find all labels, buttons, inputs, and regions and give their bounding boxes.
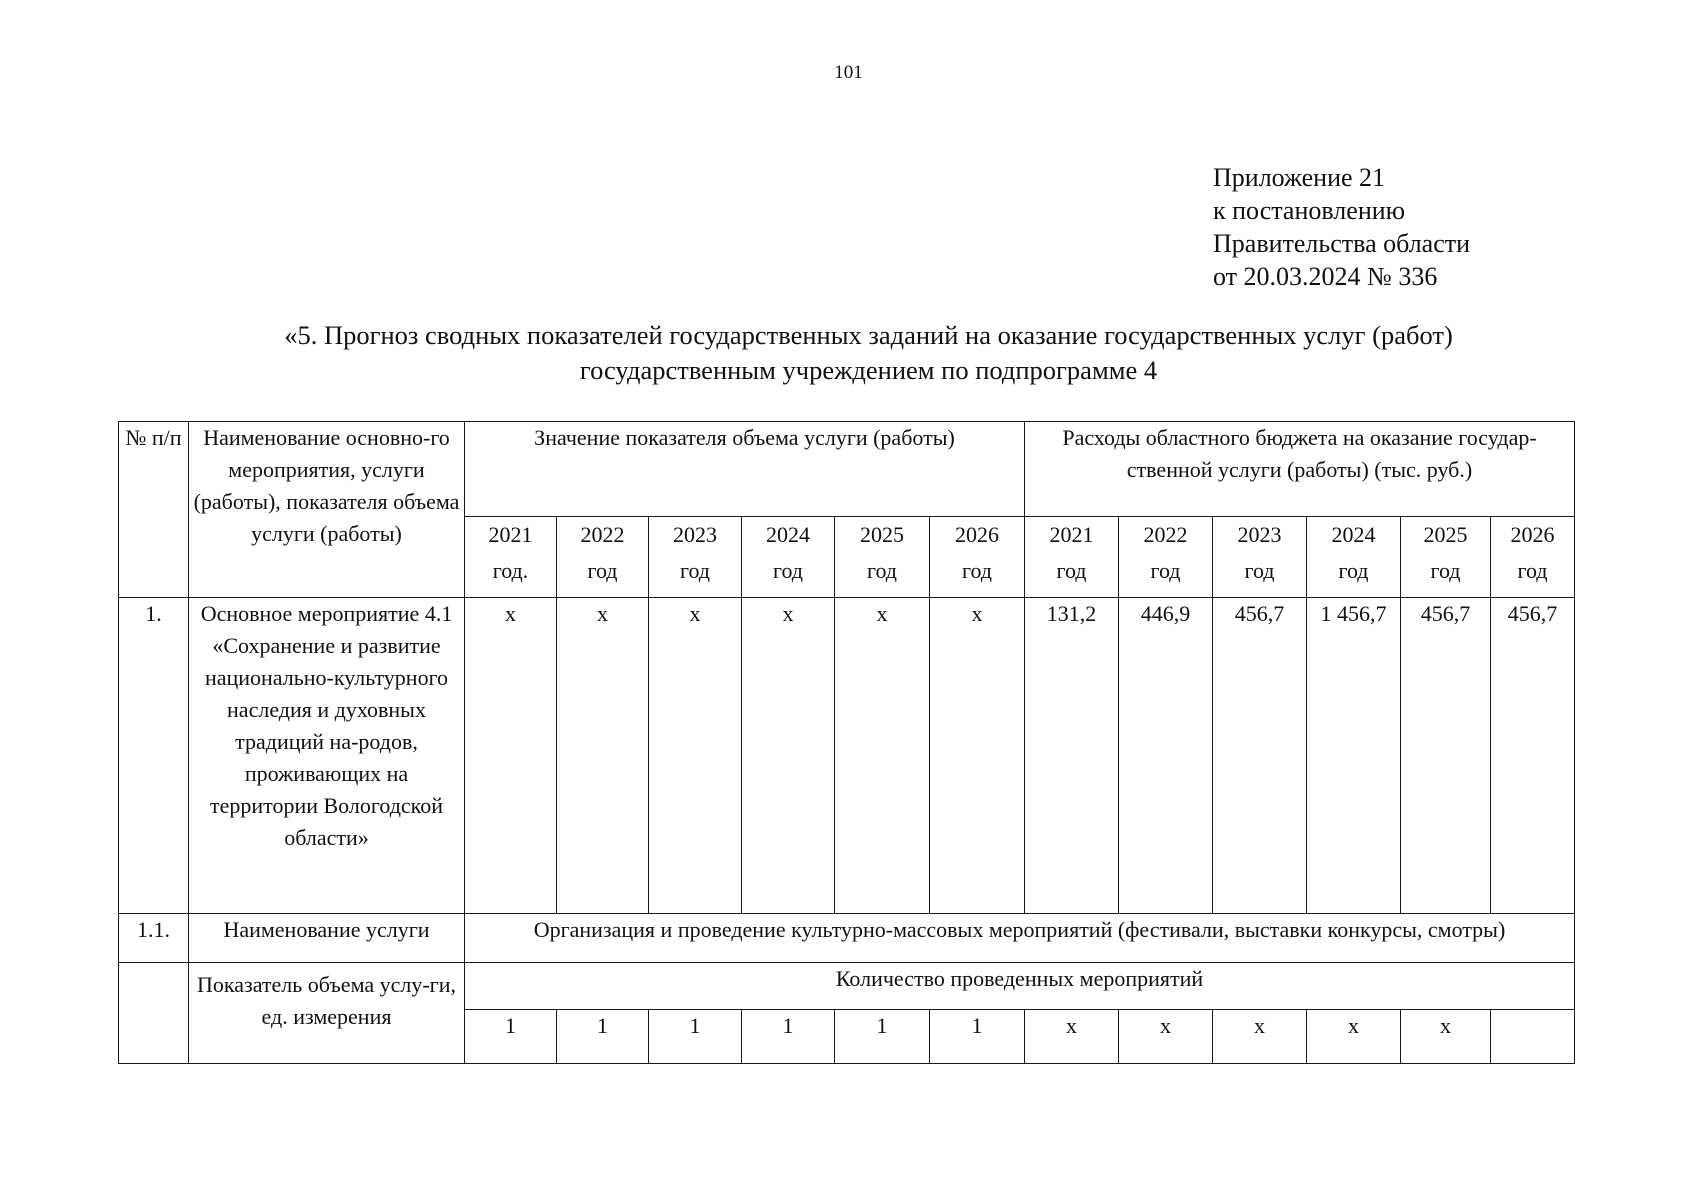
- row-num: 1.: [119, 598, 189, 914]
- header-volume-group: Значение показателя объема услуги (работы): [465, 422, 1025, 517]
- year-label: 2025: [860, 522, 904, 548]
- header-volume-year: [649, 517, 742, 598]
- header-volume-year: [835, 517, 930, 598]
- appendix-block: [1213, 161, 1470, 293]
- row-name: Наименование услуги: [189, 913, 465, 962]
- volume-cell: х: [557, 598, 649, 914]
- year-label: 2022: [1143, 522, 1188, 548]
- expense-cell: 456,7: [1213, 598, 1307, 914]
- volume-cell: х: [649, 598, 742, 914]
- expense-cell: х: [1401, 1010, 1491, 1064]
- volume-cell: х: [742, 598, 835, 914]
- year-label: 2021: [488, 522, 533, 548]
- header-num: № п/п: [119, 422, 189, 598]
- appendix-line: от 20.03.2024 № 336: [1213, 262, 1438, 291]
- year-label: 2023: [673, 522, 717, 548]
- year-unit: год: [679, 558, 711, 584]
- year-label: 2026: [955, 522, 999, 548]
- header-expense-year: [1401, 517, 1491, 598]
- service-name-value: Организация и проведение культурно-массовых мероприятий (фестивали, выставки конкурсы, смотры): [465, 913, 1575, 962]
- indicator-value: Количество проведенных мероприятий: [465, 963, 1575, 1010]
- year-label: 2024: [766, 522, 810, 548]
- header-row: [119, 422, 1575, 517]
- year-unit: год: [1244, 558, 1275, 584]
- row-num: 1.1.: [119, 913, 189, 962]
- appendix-line: Приложение 21: [1213, 163, 1386, 192]
- document-title: [170, 318, 1567, 388]
- year-unit: год: [1338, 558, 1369, 584]
- row-num: [119, 963, 189, 1064]
- volume-cell: 1: [742, 1010, 835, 1064]
- header-expense-year: [1307, 517, 1401, 598]
- volume-cell: 1: [930, 1010, 1025, 1064]
- title-line: государственным учреждением по подпрограмме 4: [579, 355, 1158, 385]
- header-volume-year: [930, 517, 1025, 598]
- expense-cell: х: [1213, 1010, 1307, 1064]
- year-label: 2021: [1049, 522, 1094, 548]
- expense-cell: х: [1025, 1010, 1119, 1064]
- year-unit: год: [587, 558, 618, 584]
- year-label: 2025: [1423, 522, 1468, 548]
- header-expense-year: [1213, 517, 1307, 598]
- header-volume-year: [742, 517, 835, 598]
- year-unit: год: [961, 558, 993, 584]
- expense-cell: 131,2: [1025, 598, 1119, 914]
- table-row: [119, 598, 1575, 914]
- year-label: 2024: [1331, 522, 1376, 548]
- header-expense-year: [1119, 517, 1213, 598]
- volume-cell: 1: [465, 1010, 557, 1064]
- volume-cell: х: [930, 598, 1025, 914]
- header-name: Наименование основно-го мероприятия, услуги (работы), показателя объема услуги (работы): [189, 422, 465, 598]
- expense-cell: 456,7: [1401, 598, 1491, 914]
- expense-cell: х: [1119, 1010, 1213, 1064]
- row-name: Основное мероприятие 4.1 «Сохранение и развитие национально-культурного наследия и духовных традиций на-родов, проживающих на территории Вологодской области»: [189, 598, 465, 914]
- title-line: «5. Прогноз сводных показателей государственных заданий на оказание государственных услуг (работ): [284, 320, 1453, 350]
- volume-cell: 1: [649, 1010, 742, 1064]
- appendix-line: Правительства области: [1213, 229, 1471, 258]
- year-label: 2026: [1510, 522, 1555, 548]
- volume-cell: 1: [557, 1010, 649, 1064]
- header-expense-group: Расходы областного бюджета на оказание государ-ственной услуги (работы) (тыс. руб.): [1025, 422, 1575, 517]
- page-number: 101: [834, 62, 863, 83]
- volume-cell: х: [835, 598, 930, 914]
- table-row: [119, 963, 1575, 1010]
- header-volume-year: [465, 517, 557, 598]
- expense-cell: х: [1307, 1010, 1401, 1064]
- year-label: 2023: [1237, 522, 1282, 548]
- forecast-table: [118, 421, 1575, 1064]
- year-unit: год: [1517, 558, 1548, 584]
- header-expense-year: [1025, 517, 1119, 598]
- table-row: [119, 913, 1575, 962]
- expense-cell: 456,7: [1491, 598, 1575, 914]
- expense-cell: 446,9: [1119, 598, 1213, 914]
- year-unit: год: [1150, 558, 1181, 584]
- row-name: Показатель объема услу-ги, ед. измерения: [189, 963, 465, 1064]
- year-unit: год: [866, 558, 898, 584]
- year-unit: год.: [492, 558, 529, 584]
- year-unit: год: [1430, 558, 1461, 584]
- expense-cell: 1 456,7: [1307, 598, 1401, 914]
- expense-cell: [1491, 1010, 1575, 1064]
- volume-cell: х: [465, 598, 557, 914]
- year-unit: год: [1056, 558, 1087, 584]
- header-expense-year: [1491, 517, 1575, 598]
- appendix-line: к постановлению: [1213, 196, 1406, 225]
- volume-cell: 1: [835, 1010, 930, 1064]
- year-unit: год: [772, 558, 804, 584]
- header-volume-year: [557, 517, 649, 598]
- year-label: 2022: [580, 522, 625, 548]
